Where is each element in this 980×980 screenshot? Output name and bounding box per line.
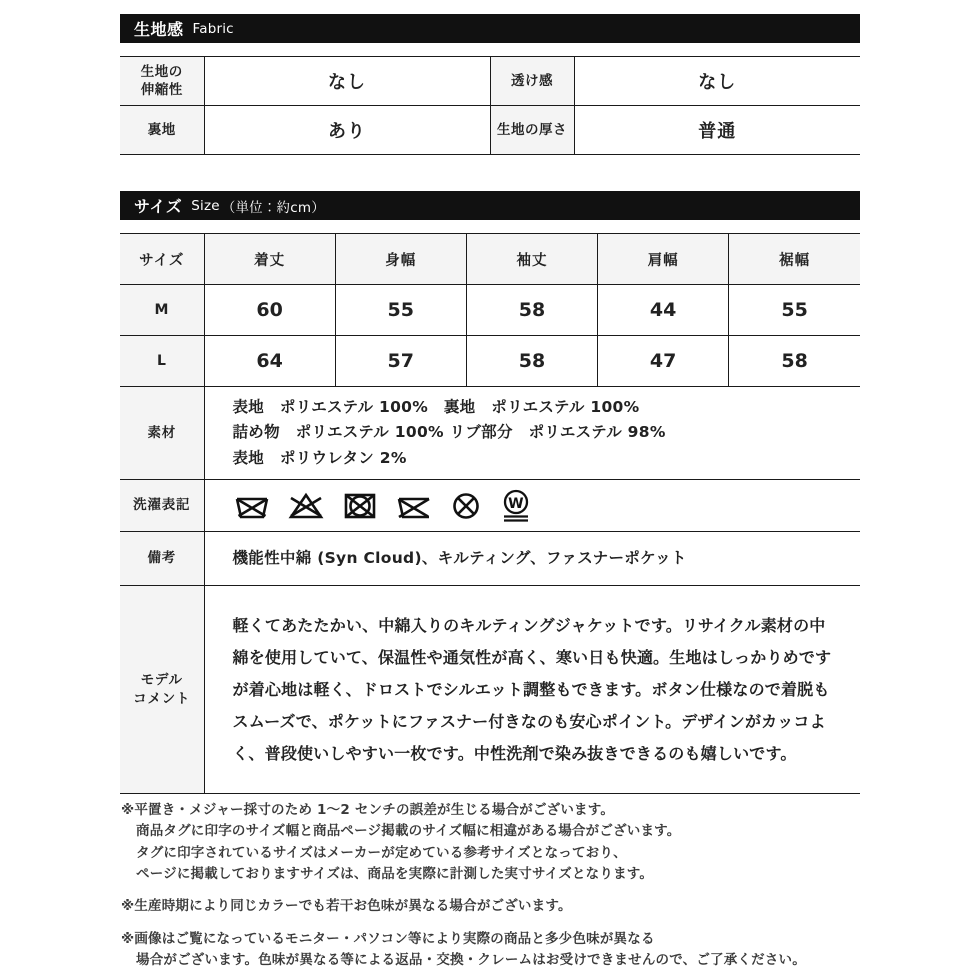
size-l-shoulder: 47 xyxy=(598,336,729,387)
footnote-line: ページに掲載しておりますサイズは、商品を実際に計測した実寸サイズとなります。 xyxy=(136,865,654,882)
footnote-line: ※生産時期により同じカラーでも若干お色味が異なる場合がございます。 xyxy=(121,898,572,915)
remarks-value: 機能性中綿 (Syn Cloud)、キルティング、ファスナーポケット xyxy=(204,532,860,586)
size-col-header-shoulder: 肩幅 xyxy=(598,234,729,285)
care-symbol-list xyxy=(233,483,843,529)
size-table xyxy=(120,233,860,387)
size-row-label-m: M xyxy=(120,285,204,336)
dry-clean-circle-crossed-icon xyxy=(449,491,483,521)
material-line-2: 詰め物 ポリエステル 100% リブ部分 ポリエステル 98% xyxy=(232,423,666,442)
footnote-line: ※平置き・メジャー採寸のため 1〜2 センチの誤差が生じる場合がございます。 xyxy=(121,802,615,818)
table-row xyxy=(120,106,860,155)
fabric-lining-label: 裏地 xyxy=(120,106,204,155)
care-row xyxy=(120,480,860,532)
fabric-lining-value: あり xyxy=(204,106,490,155)
dry-flat-crossed-icon xyxy=(395,491,433,521)
size-m-shoulder: 44 xyxy=(598,285,729,336)
size-l-width: 57 xyxy=(335,336,466,387)
table-row xyxy=(120,285,860,336)
remarks-label: 備考 xyxy=(120,532,204,586)
size-m-sleeve: 58 xyxy=(466,285,597,336)
model-comment-label: モデル コメント xyxy=(120,586,204,794)
size-l-length: 64 xyxy=(204,336,335,387)
material-row xyxy=(120,387,860,480)
size-section-unit: （単位：約cm） xyxy=(221,199,325,216)
footnote-line: 商品タグに印字のサイズ幅と商品ページ掲載のサイズ幅に相違がある場合がございます。 xyxy=(136,823,681,840)
footnote-block-monitor-color xyxy=(121,929,866,972)
fabric-section-title-en: Fabric xyxy=(192,20,234,37)
detail-table xyxy=(120,386,860,794)
tumble-dry-square-crossed-icon xyxy=(341,491,379,521)
fabric-thickness-value: 普通 xyxy=(574,106,860,155)
size-m-length: 60 xyxy=(204,285,335,336)
fabric-sheerness-label: 透け感 xyxy=(490,57,574,106)
size-col-header-width: 身幅 xyxy=(335,234,466,285)
size-col-header-hem: 裾幅 xyxy=(729,234,860,285)
care-value xyxy=(204,480,860,532)
size-m-width: 55 xyxy=(335,285,466,336)
size-l-hem: 58 xyxy=(729,336,860,387)
material-line-1: 表地 ポリエステル 100% 裏地 ポリエステル 100% xyxy=(232,398,640,417)
fabric-sheerness-value: なし xyxy=(574,57,860,106)
material-label: 素材 xyxy=(120,387,204,480)
care-label: 洗濯表記 xyxy=(120,480,204,532)
table-row xyxy=(120,57,860,106)
model-comment-row xyxy=(120,586,860,794)
footnote-block-color-variation xyxy=(121,896,866,917)
footnote-line: タグに印字されているサイズはメーカーが定めている参考サイズとなっており、 xyxy=(136,844,627,861)
bleach-triangle-crossed-icon xyxy=(287,491,325,521)
size-table-header-row xyxy=(120,234,860,285)
fabric-section-title-jp: 生地感 xyxy=(134,20,184,39)
wet-clean-w-circle-icon xyxy=(499,489,533,523)
fabric-stretch-label: 生地の 伸縮性 xyxy=(120,57,204,106)
fabric-stretch-value: なし xyxy=(204,57,490,106)
footnotes xyxy=(121,800,866,971)
fabric-section-header xyxy=(120,14,860,43)
material-value xyxy=(204,387,860,480)
wash-tub-crossed-icon xyxy=(233,491,271,521)
svg-text:W: W xyxy=(507,495,524,512)
fabric-table xyxy=(120,56,860,155)
remarks-row xyxy=(120,532,860,586)
size-col-header-length: 着丈 xyxy=(204,234,335,285)
material-line-3: 表地 ポリウレタン 2% xyxy=(232,448,407,467)
size-l-sleeve: 58 xyxy=(466,336,597,387)
size-col-header-sleeve: 袖丈 xyxy=(466,234,597,285)
size-section-title-jp: サイズ xyxy=(134,197,183,216)
size-section-title-en: Size xyxy=(191,197,220,214)
size-row-label-l: L xyxy=(120,336,204,387)
footnote-block-measurement xyxy=(121,800,866,885)
footnote-line: 場合がございます。色味が異なる等による返品・交換・クレームはお受けできませんので、ご了承ください。 xyxy=(136,951,806,968)
size-col-header-size: サイズ xyxy=(120,234,204,285)
table-row xyxy=(120,336,860,387)
model-comment-value: 軽くてあたたかい、中綿入りのキルティングジャケットです。リサイクル素材の中綿を使用していて、保温性や通気性が高く、寒い日も快適。生地はしっかりめですが着心地は軽く、ドロストでシルエット調整もできます。ボタン仕様なので着脱もスムーズで、ポケットにファスナー付きなのも安心ポイント。デザインがカッコよく、普段使いしやすい一枚です。中性洗剤で染み抜きできるのも嬉しいです。 xyxy=(204,586,860,794)
size-section-header xyxy=(120,191,860,220)
footnote-line: ※画像はご覧になっているモニター・パソコン等により実際の商品と多少色味が異なる xyxy=(121,930,655,947)
size-m-hem: 55 xyxy=(729,285,860,336)
fabric-thickness-label: 生地の厚さ xyxy=(490,106,574,155)
